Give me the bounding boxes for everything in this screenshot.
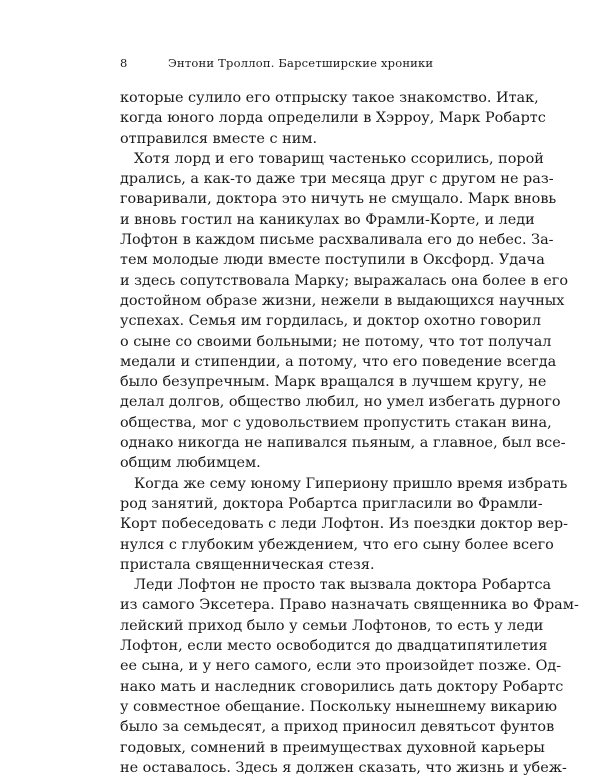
- text-line: Леди Лофтон не просто так вызвала доктора Робартса: [134, 577, 552, 594]
- text-line: общества, мог с удовольствием пропустить стакан вина,: [120, 414, 552, 431]
- text-line: ее сына, и у него самого, если это произойдет позже. Од-: [120, 658, 562, 675]
- text-line: Лофтон в каждом письме расхваливала его до небес. За-: [120, 232, 554, 249]
- text-line: лейский приход было у семьи Лофтонов, то есть у леди: [120, 617, 544, 634]
- text-line: однако никогда не напивался пьяным, а главное, был все-: [120, 435, 566, 452]
- text-line: было безупречным. Марк вращался в лучшем кругу, не: [120, 374, 547, 391]
- text-line: отправился вместе с ним.: [120, 130, 318, 147]
- page-number: 8: [120, 56, 128, 70]
- text-line: медали и стипендии, а потому, что его поведение всегда: [120, 353, 557, 370]
- page-body: [120, 88, 579, 778]
- text-line: Хотя лорд и его товарищ частенько ссорились, порой: [134, 150, 544, 167]
- text-line: и вновь гостил на каникулах во Фрамли-Корте, и леди: [120, 211, 535, 228]
- text-line: Корт побеседовать с леди Лофтон. Из поездки доктор вер-: [120, 516, 568, 533]
- text-line: общим любимцем.: [120, 455, 261, 472]
- text-line: из самого Эксетера. Право назначать священника во Фрам-: [120, 597, 579, 614]
- text-line: нулся с глубоким убеждением, что его сыну более всего: [120, 536, 554, 553]
- text-line: и здесь сопутствовала Марку; выражалась она более в его: [120, 272, 569, 289]
- text-line: Когда же сему юному Гипериону пришло время избрать: [134, 475, 568, 492]
- text-line: которые сулило его отпрыску такое знакомство. Итак,: [120, 90, 539, 106]
- text-line: не оставалось. Здесь я должен сказать, что жизнь и убеж-: [120, 759, 567, 776]
- text-line: тем молодые люди вместе поступили в Оксфорд. Удача: [120, 252, 545, 269]
- text-line: когда юного лорда определили в Хэрроу, Марк Робартс: [120, 110, 546, 127]
- text-line: нако мать и наследник сговорились дать доктору Робартс: [120, 678, 564, 695]
- text-line: было за семьдесят, а приход приносил девятьсот фунтов: [120, 719, 555, 736]
- text-line: делал долгов, общество любил, но умел избегать дурного: [120, 394, 561, 411]
- text-line: годовых, сомнений в преимуществах духовной карьеры: [120, 739, 545, 756]
- text-line: говаривали, доктора это ничуть не смущало. Марк вновь: [120, 191, 557, 208]
- text-line: пристала священническая стезя.: [120, 556, 375, 573]
- text-line: род занятий, доктора Робартса пригласили во Фрамли-: [120, 495, 543, 512]
- text-line: у совместное обещание. Поскольку нынешнему викарию: [120, 698, 558, 715]
- running-title: Энтони Троллоп. Барсетширские хроники: [168, 56, 434, 70]
- text-line: о сыне со своими больными; не потому, что тот получал: [120, 333, 552, 350]
- text-line: достойном образе жизни, нежели в выдающихся научных: [120, 292, 565, 309]
- text-line: Лофтон, если место освободится до двадцатипятилетия: [120, 638, 548, 655]
- text-line: дрались, а как-то даже три месяца друг с другом не раз-: [120, 171, 554, 188]
- text-line: успехах. Семья им гордилась, и доктор охотно говорил: [120, 313, 542, 330]
